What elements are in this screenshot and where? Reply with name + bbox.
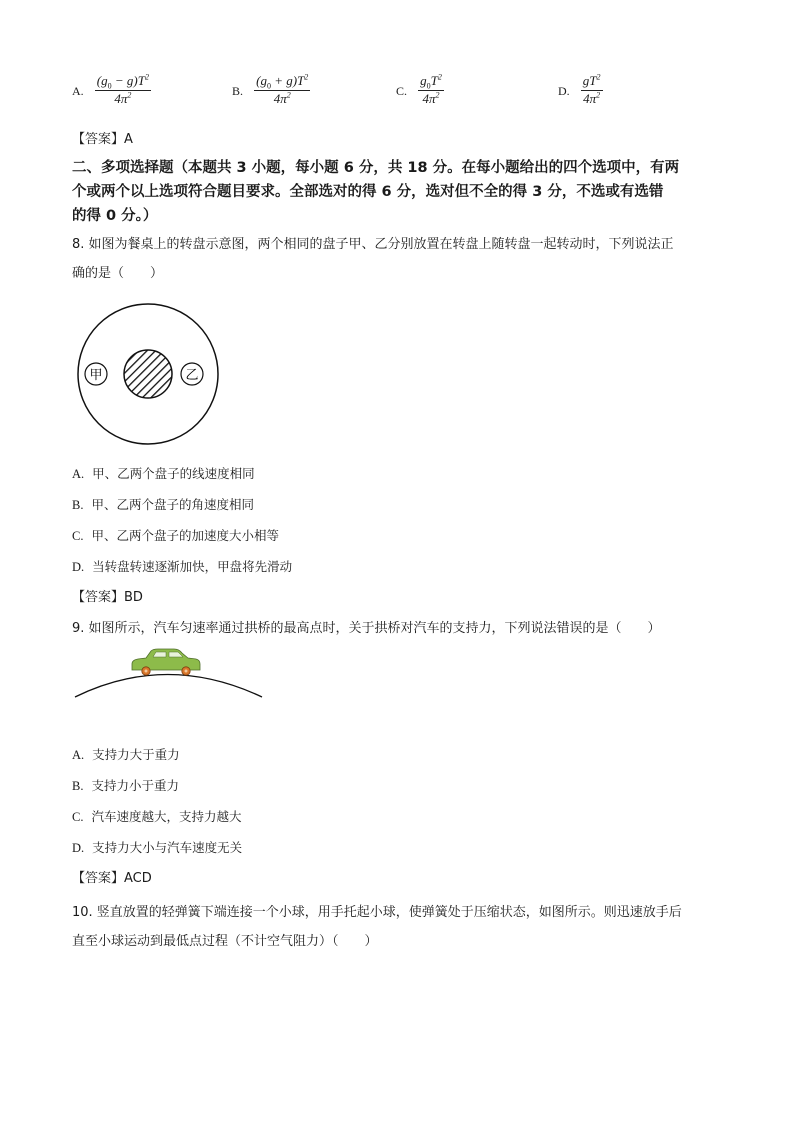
plate-jia-label: 甲 [89,368,103,383]
q9-option-a: A. 支持力大于重力 [72,747,180,762]
q9-option-d: D. 支持力大小与汽车速度无关 [72,840,243,855]
q9-option-b: B. 支持力小于重力 [72,778,179,793]
fraction: $\frac{gT^2}{4\pi^2}$ [582,72,601,106]
option-key: A. [72,83,84,98]
q9-answer: 【答案】ACD [72,871,152,886]
section-heading-line3: 的得 0 分。） [72,208,158,224]
q8-option-a: A. 甲、乙两个盘子的线速度相同 [72,466,255,481]
q7-option-d [558,74,603,107]
q7-option-a [72,74,151,107]
q7-option-c [396,74,444,107]
option-key: D. [558,83,570,98]
section-heading-line1: 二、多项选择题（本题共 3 小题，每小题 6 分，共 18 分。在每小题给出的四个选项中，有两 [72,160,680,176]
section-heading-line2: 个或两个以上选项符合题目要求。全部选对的得 6 分，选对但不全的得 3 分，不选或有选错 [72,184,664,200]
car-icon [132,649,200,675]
q8-option-d: D. 当转盘转速逐渐加快，甲盘将先滑动 [72,559,293,574]
q8-option-b: B. 甲、乙两个盘子的角速度相同 [72,497,254,512]
q10-stem-line2: 直至小球运动到最低点过程（不计空气阻力）（ ） [72,934,378,949]
fraction: $\frac{(g_0 + g)T^2}{4\pi^2}$ [256,72,309,106]
arch-bridge [75,675,262,698]
q8-stem-line1: 8. 如图为餐桌上的转盘示意图，两个相同的盘子甲、乙分别放置在转盘上随转盘一起转动时，下列说法正 [72,237,674,252]
arch-bridge-diagram [72,646,268,704]
option-key: C. [396,83,408,98]
q9-stem-line1: 9. 如图所示，汽车匀速率通过拱桥的最高点时，关于拱桥对汽车的支持力，下列说法错误的是（ ） [72,621,661,636]
q8-answer: 【答案】BD [72,590,143,605]
fraction: $\frac{g_0T^2}{4\pi^2}$ [420,72,442,106]
turntable-hub [124,350,172,398]
fraction: $\frac{(g_0 - g)T^2}{4\pi^2}$ [96,72,149,106]
q8-option-c: C. 甲、乙两个盘子的加速度大小相等 [72,528,279,543]
option-key: B. [232,83,244,98]
q7-answer: 【答案】A [72,132,133,147]
turntable-diagram [76,302,220,446]
q7-option-b [232,74,310,107]
q10-stem-line1: 10. 竖直放置的轻弹簧下端连接一个小球，用手托起小球，使弹簧处于压缩状态，如图所示。则迅速放手后 [72,905,682,920]
plate-yi-label: 乙 [185,368,199,383]
q8-stem-line2: 确的是（ ） [72,266,164,281]
q9-option-c: C. 汽车速度越大，支持力越大 [72,809,242,824]
